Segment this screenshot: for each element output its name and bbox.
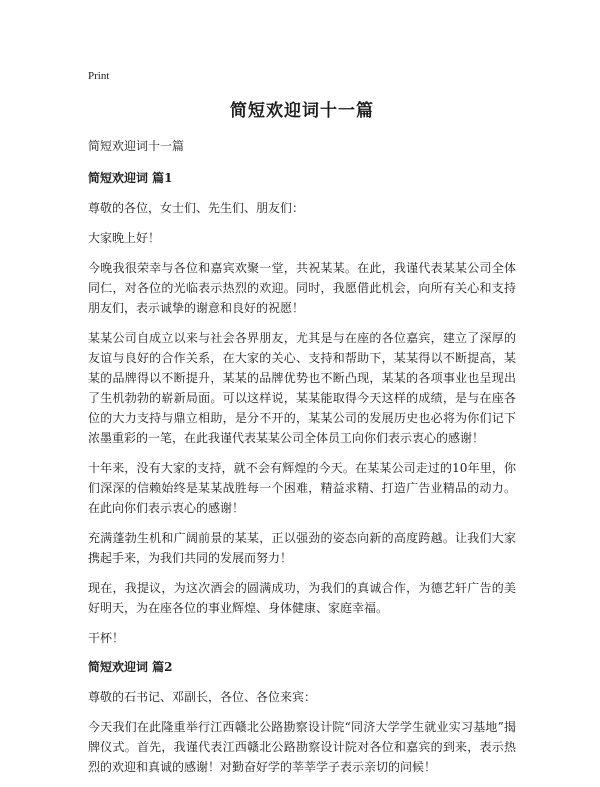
paragraph: 大家晚上好！: [88, 231, 161, 245]
paragraph: 尊敬的各位，女士们、先生们、朋友们：: [88, 201, 305, 215]
section-heading: 简短欢迎词 篇2: [88, 660, 173, 674]
paragraph: 今天我们在此隆重举行江西赣北公路勘察设计院“同济大学学生就业实习基地”揭牌仪式。首先，我谨代表江西赣北公路勘察设计院对各位和嘉宾的到来，表示热烈的欢迎和真诚的感谢！对勤奋好学的莘莘学子表示亲切的问候！: [88, 720, 516, 774]
paragraph: 十年来，没有大家的支持，就不会有辉煌的今天。在某某公司走过的10年里，你们深深的信赖始终是某某战胜每一个困难，精益求精、打造广告业精品的动力。在此向你们表示衷心的感谢！: [88, 461, 516, 515]
paragraph: 尊敬的石书记、邓副长，各位、各位来宾：: [88, 690, 317, 704]
print-label[interactable]: Print: [88, 70, 110, 82]
section-1: [88, 169, 516, 648]
paragraph: 某某公司自成立以来与社会各界朋友，尤其是与在座的各位嘉宾，建立了深厚的友谊与良好的合作关系，在大家的关心、支持和帮助下，某某得以不断提高，某某的品牌得以不断提升，某某的品牌优势也不断凸现，某某的各项事业也呈现出了生机勃勃的崭新局面。可以这样说，某某能取得今天这样的成绩，是与在座各位的大力支持与鼎立相助，是分不开的，某某公司的发展历史也必将为你们记下浓墨重彩的一笔，在此我谨代表某某公司全体员工向你们表示衷心的感谢！: [88, 331, 516, 445]
document-page: [88, 70, 516, 787]
document-title: 简短欢迎词十一篇: [230, 101, 374, 121]
section-2: [88, 658, 516, 777]
paragraph: 充满蓬勃生机和广阔前景的某某，正以强劲的姿态向新的高度跨越。让我们大家携起手来，为我们共同的发展而努力！: [88, 531, 516, 565]
document-subtitle: 简短欢迎词十一篇: [88, 139, 185, 153]
paragraph: 现在，我提议，为这次酒会的圆满成功，为我们的真诚合作，为德艺轩广告的美好明天，为在座各位的事业辉煌、身体健康、家庭幸福。: [88, 581, 516, 615]
section-heading: 简短欢迎词 篇1: [88, 171, 173, 185]
paragraph: 干杯！: [88, 631, 125, 645]
paragraph: 今晚我很荣幸与各位和嘉宾欢聚一堂，共祝某某。在此，我谨代表某某公司全体同仁，对各位的光临表示热烈的欢迎。同时，我愿借此机会，向所有关心和支持朋友们，表示诚挚的谢意和良好的祝愿！: [88, 261, 516, 315]
